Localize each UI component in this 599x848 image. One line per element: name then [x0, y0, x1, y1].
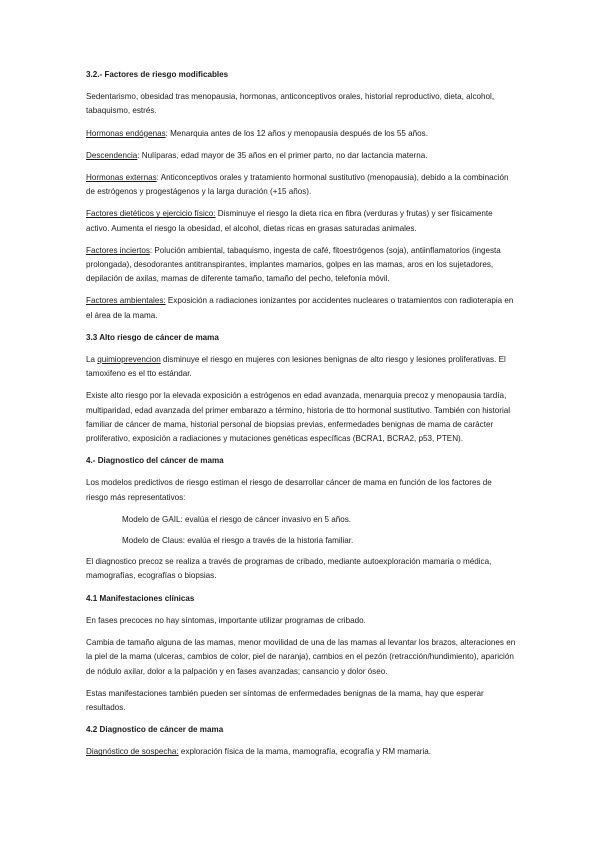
paragraph-benign-note: Estas manifestaciones también pueden ser síntomas de enfermedades benignas de la mama, hay que esperar resultados. — [86, 688, 484, 712]
model-gail: Modelo de GAIL: evalúa el riesgo de cáncer invasivo en 5 años. — [122, 514, 352, 524]
term-text: Exposición a radiaciones ionizantes por accidentes nucleares o tratamientos con radioterapia en el área de la mama. — [86, 296, 514, 320]
paragraph-modifiable-factors: Sedentarismo, obesidad tras menopausia, hormonas, anticonceptivos orales, historial reproductivo, dieta, alcohol, tabaquismo, estrés. — [86, 92, 495, 116]
term-prefix: La — [86, 355, 98, 365]
paragraph-clinical-signs: Cambia de tamaño alguna de las mamas, menor movilidad de una de las mamas al levantar los brazos, alteraciones en la piel de la mama (ulceras, cambios de color, piel de naranja), cambios en el pezón (retracción/hundimiento), aparición de nódulo axilar, dolor a la palpación y en fases avanzadas; cansancio y dolor óseo. — [86, 638, 516, 676]
section-heading-4: 4.- Diagnostico del cáncer de mama — [86, 456, 224, 466]
paragraph-diet-exercise — [86, 207, 516, 235]
term-text: : Anticonceptivos orales y tratamiento hormonal sustitutivo (menopausia), debido a la combinación de estrógenos y progestágenos y la larga duración (+15 años). — [86, 173, 509, 197]
paragraph-chemoprevention — [86, 353, 516, 381]
term-label: Descendencia — [86, 150, 138, 160]
term-label: Diagnóstico de sospecha: — [86, 747, 179, 757]
term-text: : Menarquia antes de los 12 años y menopausia después de los 55 años. — [165, 128, 428, 138]
paragraph-uncertain-factors — [86, 244, 516, 287]
paragraph-offspring — [86, 149, 516, 163]
paragraph-external-hormones — [86, 171, 516, 199]
document-body — [86, 68, 516, 768]
term-label: Factores dietéticos y ejercicio físico: — [86, 209, 216, 219]
term-label: Factores ambientales: — [86, 296, 166, 306]
term-label: quimioprevencion — [97, 355, 161, 365]
term-text: Disminuye el riesgo la dieta rica en fibra (verduras y frutas) y ser físicamente activo. Aumenta el riesgo la obesidad, el alcohol, dietas ricas en grasas saturadas animales. — [86, 209, 493, 233]
paragraph-predictive-models: Los modelos predictivos de riesgo estiman el riesgo de desarrollar cáncer de mama en función de los factores de riesgo más representativos: — [86, 478, 492, 502]
term-text: disminuye el riesgo en mujeres con lesiones benignas de alto riesgo y lesiones proliferativas. El tamoxifeno es el tto estándar. — [86, 355, 506, 379]
paragraph-high-risk: Existe alto riesgo por la elevada exposición a estrógenos en edad avanzada, menarquia precoz y menopausia tardía, multiparidad, edad avanzada del primer embarazo a término, historia de tto hormonal sustitutivo. También con historial familiar de cáncer de mama, historial personal de biopsias previas, enfermedades benignas de mama de carácter proliferativo, exposición a radiaciones y mutaciones genéticas específicas (BCRA1, BCRA2, p53, PTEN). — [86, 391, 511, 444]
term-text: : Nulíparas, edad mayor de 35 años en el primer parto, no dar lactancia materna. — [137, 150, 428, 160]
paragraph-early-diagnosis: El diagnostico precoz se realiza a través de programas de cribado, mediante autoexploración mamaria o médica, mamografías, ecografías o biopsias. — [86, 557, 492, 581]
section-heading-4-1: 4.1 Manifestaciones clínicas — [86, 593, 195, 603]
model-claus: Modelo de Claus: evalúa el riesgo a través de la historia familiar. — [122, 536, 354, 546]
term-text: : Polución ambiental, tabaquismo, ingesta de café, fitoestrógenos (soja), antiinflamatorios (ingesta prolongada), desodorantes antitranspirantes, implantes mamarios, golpes en las mamas, aros en los sujetadores, depilación de axilas, mamas de diferente tamaño, tamaño del pecho, telefonía móvil. — [86, 245, 501, 284]
section-heading-4-2: 4.2 Diagnostico de cáncer de mama — [86, 725, 224, 735]
section-heading-3-3: 3.3 Alto riesgo de cáncer de mama — [86, 332, 219, 342]
term-label: Hormonas externas — [86, 173, 157, 183]
term-label: Hormonas endógenas — [86, 128, 166, 138]
term-label: Factores inciertos — [86, 245, 150, 255]
term-text: exploración física de la mama, mamografía, ecografía y RM mamaria. — [178, 747, 432, 757]
paragraph-endogenous-hormones — [86, 127, 516, 141]
section-heading-3-2: 3.2.- Factores de riesgo modificables — [86, 70, 229, 79]
paragraph-early-stages: En fases precoces no hay síntomas, importante utilizar programas de cribado. — [86, 615, 366, 625]
paragraph-environmental-factors — [86, 294, 516, 322]
paragraph-suspicion-diagnosis — [86, 745, 516, 759]
